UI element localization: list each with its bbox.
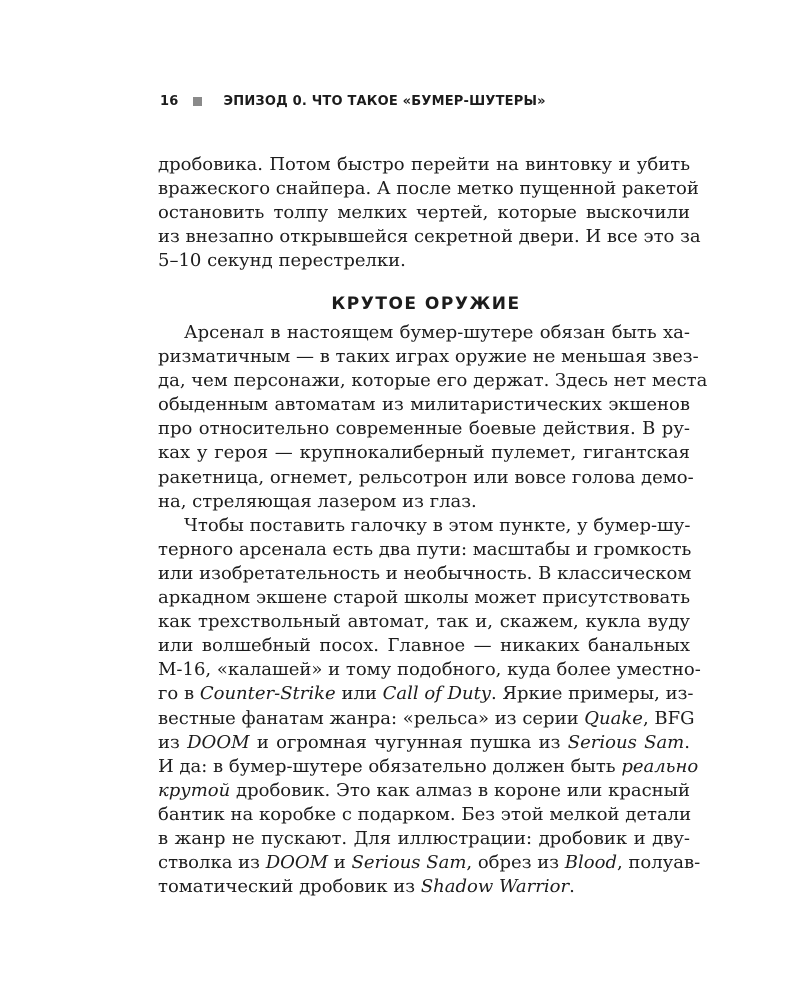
italic-title: Quake [584,707,643,729]
text-line [158,731,690,755]
text-line [158,707,695,731]
text-line [158,321,690,345]
text-line [158,466,694,490]
italic-title: DOOM [265,852,329,874]
text-run: ракетница, огнемет, рельсотрон или вовсе голова демо- [158,466,694,488]
text-run: из внезапно открывшейся секретной двери. И все это за [158,226,701,248]
text-run: , полуав- [616,852,701,874]
text-run: , обрез из [466,852,565,874]
paragraph-intro [158,153,701,273]
text-line [158,634,690,658]
text-run: или изобретательность и необычность. В классическом [158,562,692,584]
italic-title: DOOM [187,731,250,753]
italic-title: крутой [158,779,231,801]
text-run: Чтобы поставить галочку в этом пункте, у бумер-шу- [184,514,691,536]
text-run: и огромная чугунная пушка из [249,731,568,753]
section-body [158,321,708,899]
text-line [158,514,690,538]
page-number: 16 [160,93,179,109]
text-line [158,153,690,177]
text-run: обыденным автоматам из милитаристических экшенов [158,394,690,416]
text-run: бантик на коробке с подарком. Без этой мелкой детали [158,803,692,825]
text-line [158,851,701,875]
text-run: терного арсенала есть два пути: масштабы и громкость [158,538,692,560]
text-run: Арсенал в настоящем бумер-шутере обязан быть ха- [184,322,690,343]
text-run: И да: в бумер-шутере обязательно должен быть [158,755,622,777]
italic-title: Serious Sam [351,852,467,874]
text-run: , BFG [642,707,695,729]
text-line [158,827,690,851]
text-line [158,875,690,899]
text-line [158,586,690,610]
italic-title: Blood [564,852,617,874]
text-run: остановить толпу мелких чертей, которые выскочили [158,202,690,224]
text-run: вестные фанатам жанра: «рельса» из серии [158,707,585,729]
text-line [158,562,690,586]
italic-title: реально [621,755,699,777]
text-run: М-16, «калашей» и тому подобного, куда более уместно- [158,659,701,681]
text-line [158,225,701,249]
italic-title: Shadow Warrior [420,876,570,898]
text-line [158,538,690,562]
text-line [158,441,690,465]
text-run: го в [158,683,200,705]
text-run: или волшебный посох. Главное — никаких банальных [158,635,690,657]
text-line [158,803,690,827]
text-run: ках у героя — крупнокалиберный пулемет, гигантская [158,442,690,464]
text-line [158,177,699,201]
text-run: дробовика. Потом быстро перейти на винтовку и убить [158,154,690,175]
text-run: вражеского снайпера. А после метко пущенной ракетой [158,178,699,200]
text-line [158,393,690,417]
text-run: из [158,731,188,753]
italic-title: Serious Sam [567,731,685,753]
section-heading: КРУТОЕ ОРУЖИЕ [331,294,521,314]
text-line [158,417,690,441]
running-header [160,89,700,113]
text-run: на, стреляющая лазером из глаз. [158,490,477,512]
text-run: да, чем персонажи, которые его держат. Здесь нет места [158,370,708,392]
text-line [158,369,708,393]
text-run: . [569,876,575,898]
square-bullet-icon [193,97,202,106]
text-run: 5–10 секунд перестрелки. [158,250,406,272]
chapter-title: ЭПИЗОД 0. ЧТО ТАКОЕ «БУМЕР-ШУТЕРЫ» [223,93,546,109]
italic-title: Call of Duty [382,683,491,705]
italic-title: Counter-Strike [199,683,336,705]
text-run: ризматичным — в таких играх оружие не меньшая звез- [158,346,699,368]
text-run: или [335,683,383,705]
text-line [158,755,699,779]
text-run: про относительно современные боевые действия. В ру- [158,418,690,440]
text-run: томатический дробовик из [158,876,421,898]
text-run: в жанр не пускают. Для иллюстрации: дробовик и дву- [158,827,690,849]
text-line [158,658,701,682]
text-run: дробовик. Это как алмаз в короне или красный [230,779,690,801]
text-run: и [328,852,352,874]
text-line [158,345,699,369]
text-line [158,682,694,706]
text-run: аркадном экшене старой школы может присутствовать [158,587,690,609]
text-run: как трехствольный автомат, так и, скажем, кукла вуду [158,611,690,633]
text-line [158,610,690,634]
text-line [158,249,690,273]
text-line [158,201,690,225]
text-run: . Яркие примеры, из- [490,683,694,705]
text-run: . [684,731,690,753]
text-line [158,779,690,803]
text-line [158,490,690,514]
text-run: стволка из [158,852,266,874]
